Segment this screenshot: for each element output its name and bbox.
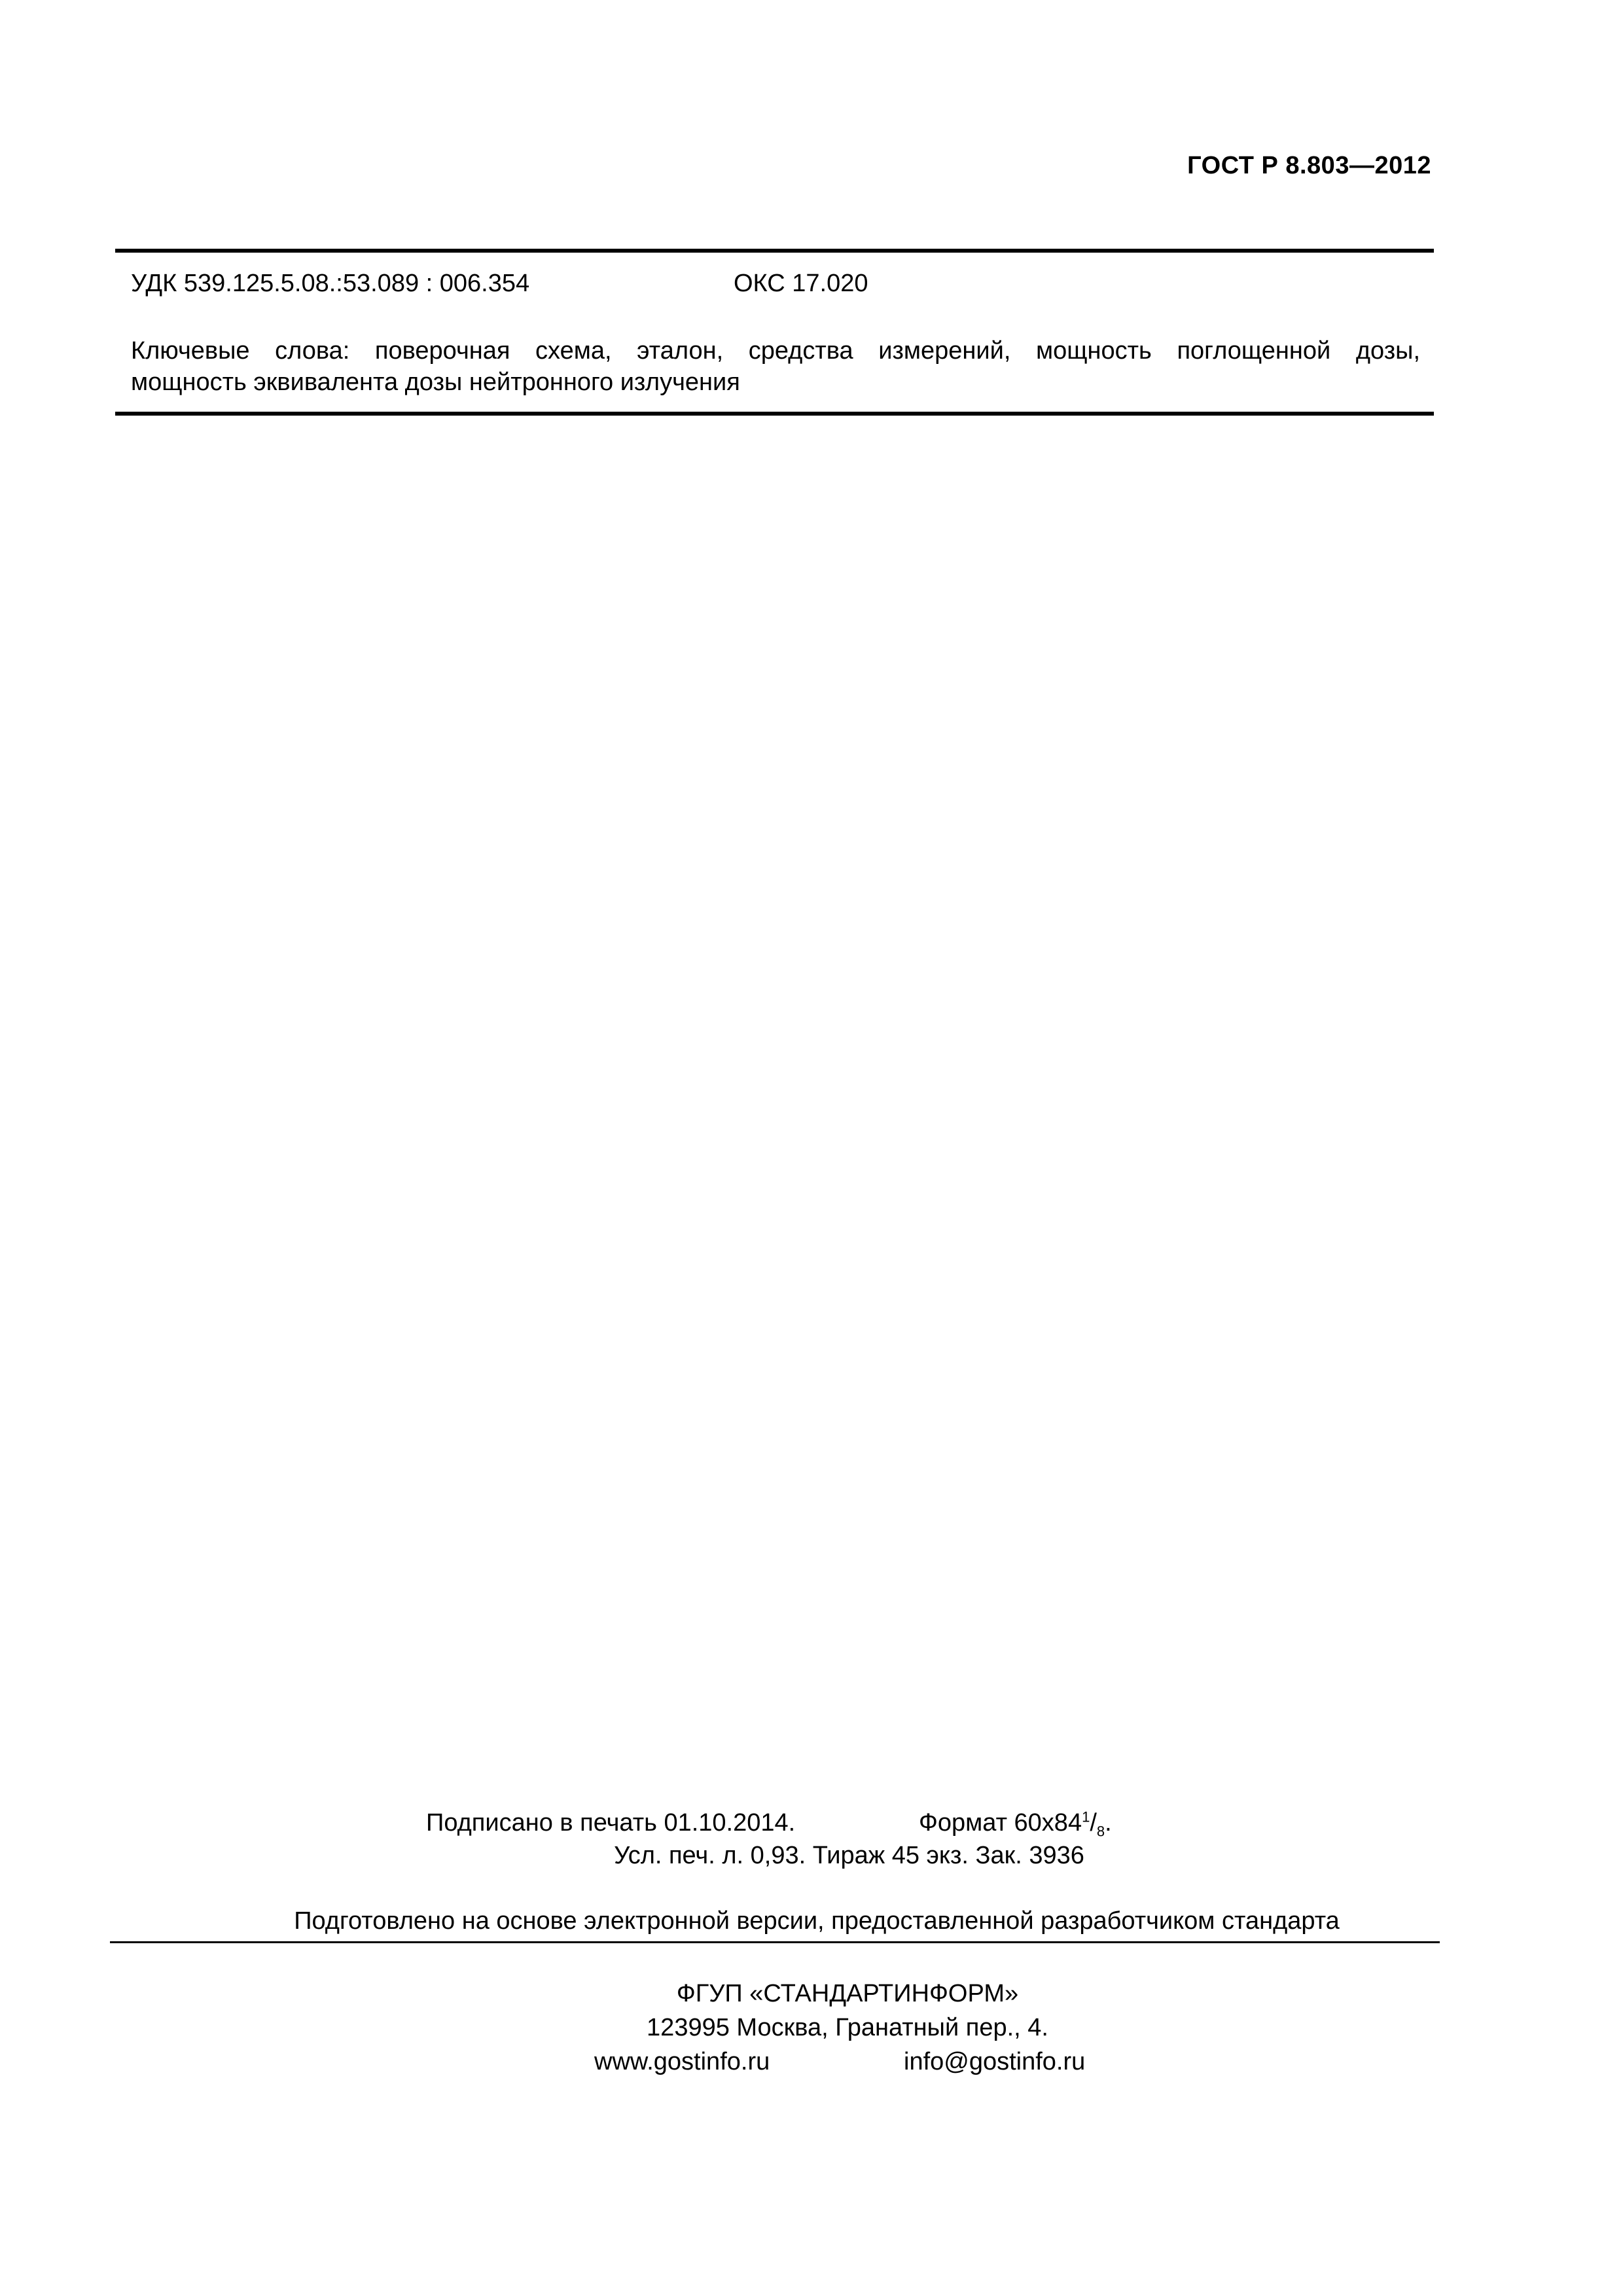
format-denominator: 8 (1096, 1823, 1105, 1840)
format-label: Формат 60x84 (919, 1809, 1082, 1837)
document-code: ГОСТ Р 8.803—2012 (1187, 152, 1431, 179)
paper-format: Формат $60x84^1/_8$. (919, 1808, 1112, 1840)
email-link[interactable]: info@gostinfo.ru (904, 2048, 1086, 2075)
udk-code: УДК 539.125.5.08.:53.089 : 006.354 (131, 270, 530, 297)
imprint-row-1 (0, 1806, 1623, 1839)
publisher-address: 123995 Москва, Гранатный пер., 4. (647, 2014, 1048, 2041)
website-link[interactable]: www.gostinfo.ru (594, 2048, 770, 2075)
top-divider (115, 249, 1434, 253)
oks-code: ОКС 17.020 (734, 270, 868, 297)
signed-date: Подписано в печать 01.10.2014. (426, 1809, 796, 1837)
format-end: . (1105, 1809, 1112, 1837)
format-numerator: 1 (1082, 1808, 1090, 1825)
publisher-contacts (72, 2045, 1623, 2079)
keywords-line-1: Ключевые слова: поверочная схема, эталон, средства измерений, мощность поглощенной дозы, (131, 337, 1420, 365)
keywords-bottom-divider (115, 412, 1434, 416)
imprint-block (0, 1806, 1623, 1869)
imprint-divider (110, 1941, 1440, 1943)
publisher-name: ФГУП «СТАНДАРТИНФОРМ» (676, 1980, 1019, 2007)
print-sheets: Усл. печ. л. 0,93. Тираж 45 экз. Зак. 3936 (614, 1842, 1084, 1869)
keywords-line-2: мощность эквивалента дозы нейтронного излучения (131, 368, 740, 396)
publisher-block (0, 1977, 1623, 2079)
keywords-block (131, 335, 1420, 398)
classification-line (131, 270, 868, 298)
prepared-note: Подготовлено на основе электронной версии, предоставленной разработчиком стандарта (294, 1907, 1340, 1935)
